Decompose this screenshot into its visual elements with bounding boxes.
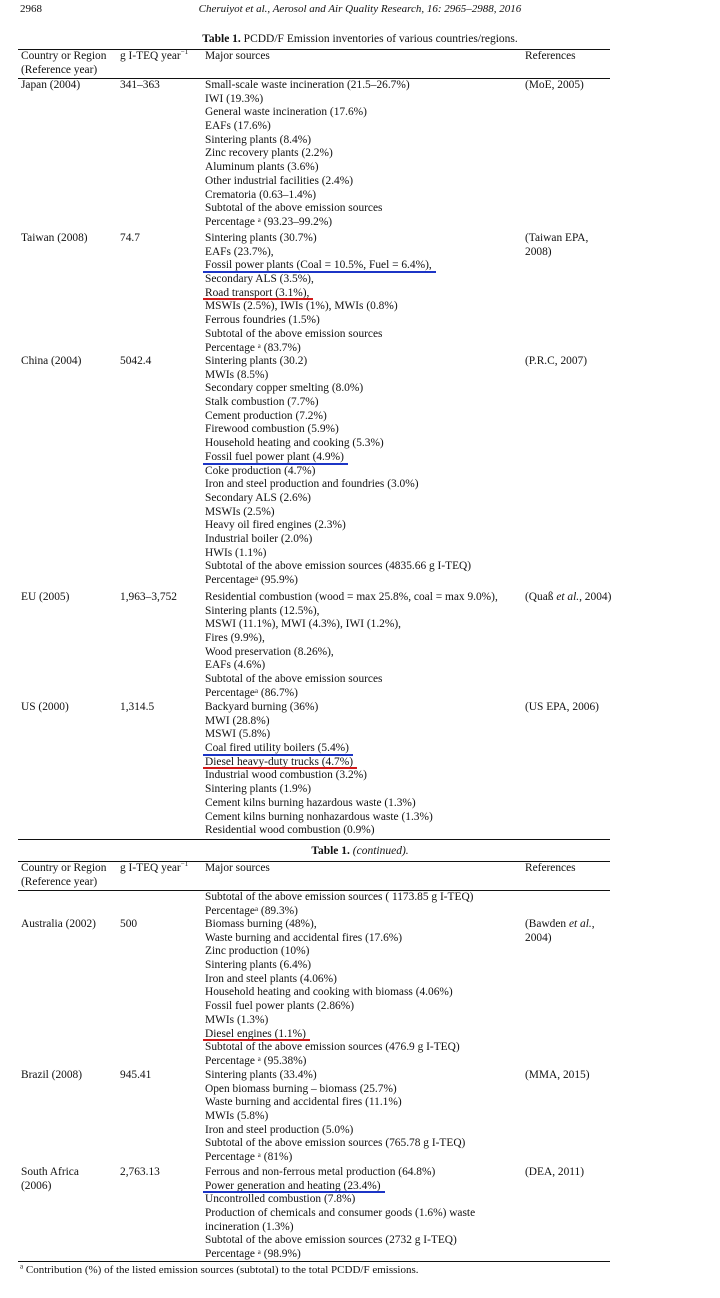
source-line: IWI (19.3%): [205, 92, 264, 105]
running-title: Cheruiyot et al., Aerosol and Air Quality Research, 16: 2965–2988, 2016: [198, 3, 522, 15]
source-line: Secondary ALS (2.6%): [205, 491, 311, 504]
country-name: South Africa: [21, 1166, 79, 1178]
source-line: [205, 259, 523, 273]
source-line: Subtotal of the above emission sources (765.78 g I-TEQ): [205, 1137, 466, 1150]
source-line: Sintering plants (1.9%): [205, 783, 311, 796]
row-ref: (MMA, 2015): [525, 1069, 590, 1081]
source-line: Other industrial facilities (2.4%): [205, 174, 354, 187]
source-line: Percentage ᵃ (95.38%): [205, 1054, 307, 1067]
source-line: Sintering plants (33.4%): [205, 1069, 317, 1081]
row-country: Australia (2002): [21, 918, 96, 930]
source-line: Sintering plants (6.4%): [205, 959, 311, 972]
source-line: Iron and steel production and foundries (3.0%): [205, 478, 419, 491]
row-sources: [205, 1166, 523, 1262]
row-teq: 945.41: [120, 1069, 152, 1081]
source-line: [205, 756, 523, 770]
source-line: Sintering plants (8.4%): [205, 133, 311, 146]
caption-label: Table 1.: [202, 33, 241, 45]
highlighted-source-blue: Power generation and heating (23.4%): [205, 1179, 381, 1192]
source-line: Ferrous and non-ferrous metal production (64.8%): [205, 1166, 436, 1178]
col-country-label: Country or Region: [21, 862, 107, 874]
row-ref: [525, 918, 615, 945]
source-line: Percentage ᵃ (83.7%): [205, 341, 301, 354]
country-year: (2006): [21, 1179, 52, 1192]
highlighted-source-blue: Coal fired utility boilers (5.4%): [205, 742, 349, 755]
col-header-sources: Major sources: [205, 50, 270, 62]
highlighted-source-blue: Fossil power plants (Coal = 10.5%, Fuel = 6.4%),: [205, 259, 432, 272]
col-header-refs: References: [525, 862, 576, 874]
source-line: Aluminum plants (3.6%): [205, 161, 319, 174]
source-line: MSWIs (2.5%): [205, 505, 275, 518]
source-line: Percentageᵃ (95.9%): [205, 574, 298, 586]
col-header-country: [21, 50, 106, 77]
ref-etal: et al.: [568, 918, 592, 930]
page-header: [0, 3, 720, 19]
source-line: Percentage ᵃ (81%): [205, 1151, 293, 1164]
table-top-rule: [18, 49, 610, 50]
source-line: Industrial boiler (2.0%): [205, 532, 313, 545]
source-line: Open biomass burning – biomass (25.7%): [205, 1082, 397, 1095]
source-line: Percentage ᵃ (93.23–99.2%): [205, 215, 333, 228]
row-sources: [205, 355, 523, 588]
col-country-label: Country or Region: [21, 50, 107, 62]
caption-text: PCDD/F Emission inventories of various countries/regions.: [240, 33, 518, 45]
source-line: Small-scale waste incineration (21.5–26.7%): [205, 79, 410, 91]
row-teq: 5042.4: [120, 355, 152, 367]
source-line: Subtotal of the above emission sources (4835.66 g I-TEQ): [205, 560, 472, 573]
row-sources: [205, 891, 523, 918]
highlighted-source-blue: Fossil fuel power plant (4.9%): [205, 450, 344, 463]
row-ref: (US EPA, 2006): [525, 701, 599, 713]
source-line: MWI (28.8%): [205, 714, 270, 727]
col-country-sub: (Reference year): [21, 875, 98, 888]
page-number: 2968: [20, 3, 42, 15]
source-line: Iron and steel plants (4.06%): [205, 972, 337, 985]
table-top-rule: [18, 861, 610, 862]
source-line: Industrial wood combustion (3.2%): [205, 769, 367, 782]
highlighted-source-red: Diesel heavy-duty trucks (4.7%): [205, 755, 354, 768]
row-teq: 1,963–3,752: [120, 591, 177, 603]
ref-text: , 2004): [579, 591, 612, 603]
source-line: Waste burning and accidental fires (11.1%): [205, 1096, 402, 1109]
source-line: Secondary ALS (3.5%),: [205, 273, 314, 286]
row-teq: 74.7: [120, 232, 140, 244]
source-line: HWIs (1.1%): [205, 546, 267, 559]
caption-label: Table 1.: [311, 845, 350, 857]
source-line: Subtotal of the above emission sources (476.9 g I-TEQ): [205, 1041, 460, 1054]
source-line: Percentageᵃ (86.7%): [205, 686, 298, 699]
source-line: [205, 742, 523, 756]
col-header-sources: Major sources: [205, 862, 270, 874]
row-country: [21, 1166, 79, 1193]
footnote-text: Contribution (%) of the listed emission sources (subtotal) to the total PCDD/F emissions.: [23, 1264, 419, 1276]
source-line: Residential combustion (wood = max 25.8%, coal = max 9.0%),: [205, 591, 498, 603]
source-line: Sintering plants (30.2): [205, 355, 308, 367]
row-teq: 2,763.13: [120, 1166, 160, 1178]
source-line: Uncontrolled combustion (7.8%): [205, 1193, 356, 1206]
row-country: Taiwan (2008): [21, 232, 88, 244]
source-line: General waste incineration (17.6%): [205, 106, 367, 119]
table-footnote: [20, 1264, 418, 1276]
source-line: Iron and steel production (5.0%): [205, 1123, 354, 1136]
table-bottom-rule: [18, 839, 610, 840]
col-teq-sup: −1: [180, 860, 189, 869]
source-line: Production of chemicals and consumer goods (1.6%) waste: [205, 1207, 476, 1220]
row-teq: 1,314.5: [120, 701, 155, 713]
ref-text: (Bawden: [525, 918, 569, 930]
source-line: Residential wood combustion (0.9%): [205, 824, 375, 837]
row-teq: 341–363: [120, 79, 160, 91]
source-line: Heavy oil fired engines (2.3%): [205, 519, 346, 532]
source-line: Stalk combustion (7.7%): [205, 396, 319, 409]
row-teq: 500: [120, 918, 138, 930]
source-line: Fossil fuel power plants (2.86%): [205, 1000, 355, 1013]
source-line: Sintering plants (12.5%),: [205, 604, 320, 617]
row-sources: [205, 79, 523, 230]
source-line: MWIs (5.8%): [205, 1110, 269, 1123]
source-line: Biomass burning (48%),: [205, 918, 317, 930]
row-country: Japan (2004): [21, 79, 81, 91]
source-line: EAFs (4.6%): [205, 659, 266, 672]
col-header-country: [21, 862, 106, 889]
col-header-teq: [120, 50, 188, 64]
source-line: Sintering plants (30.7%): [205, 232, 317, 244]
row-country: EU (2005): [21, 591, 70, 603]
source-line: Household heating and cooking with biomass (4.06%): [205, 986, 453, 999]
table-caption-continued: [0, 845, 720, 857]
caption-text: (continued).: [349, 845, 409, 857]
row-sources: [205, 591, 523, 701]
ref-etal: et al.: [556, 591, 580, 603]
source-line: Wood preservation (8.26%),: [205, 645, 334, 658]
table-bottom-rule: [18, 1261, 610, 1262]
row-country: US (2000): [21, 701, 69, 713]
source-line: Firewood combustion (5.9%): [205, 423, 339, 436]
table-caption: [0, 33, 720, 45]
source-line: MSWIs (2.5%), IWIs (1%), MWIs (0.8%): [205, 300, 398, 313]
source-line: MWIs (1.3%): [205, 1013, 269, 1026]
source-line: Percentage ᵃ (98.9%): [205, 1248, 301, 1261]
col-header-teq: [120, 862, 188, 876]
row-ref: (DEA, 2011): [525, 1166, 585, 1178]
source-line: Household heating and cooking (5.3%): [205, 437, 384, 450]
source-line: Zinc production (10%): [205, 945, 310, 958]
source-line: EAFs (17.6%): [205, 120, 271, 133]
source-line: EAFs (23.7%),: [205, 245, 274, 258]
row-sources: [205, 232, 523, 355]
source-line: Subtotal of the above emission sources: [205, 673, 383, 686]
source-line: [205, 1028, 523, 1042]
source-line: Subtotal of the above emission sources (2732 g I-TEQ): [205, 1234, 457, 1247]
col-header-refs: References: [525, 50, 576, 62]
col-teq-sup: −1: [180, 48, 189, 57]
row-country: Brazil (2008): [21, 1069, 83, 1081]
source-line: Subtotal of the above emission sources: [205, 327, 383, 340]
source-line: Crematoria (0.63–1.4%): [205, 188, 317, 201]
col-teq-label: g I-TEQ year: [120, 862, 181, 874]
source-line: MSWI (5.8%): [205, 728, 271, 741]
source-line: Subtotal of the above emission sources: [205, 202, 383, 215]
ref-text: (Quaß: [525, 591, 557, 603]
source-line: Subtotal of the above emission sources ( 1173.85 g I-TEQ): [205, 891, 474, 903]
source-line: [205, 287, 523, 301]
source-line: Cement kilns burning hazardous waste (1.3%): [205, 796, 416, 809]
row-country: China (2004): [21, 355, 82, 367]
source-line: MSWI (11.1%), MWI (4.3%), IWI (1.2%),: [205, 618, 402, 631]
source-line: Zinc recovery plants (2.2%): [205, 147, 333, 160]
source-line: [205, 451, 523, 465]
row-ref: (P.R.C, 2007): [525, 355, 588, 367]
source-line: incineration (1.3%): [205, 1220, 294, 1233]
row-sources: [205, 918, 523, 1069]
row-ref: [525, 591, 615, 605]
source-line: Ferrous foundries (1.5%): [205, 314, 320, 327]
row-ref: (MoE, 2005): [525, 79, 584, 91]
source-line: Fires (9.9%),: [205, 632, 265, 645]
source-line: Percentageᵃ (89.3%): [205, 904, 298, 917]
source-line: Secondary copper smelting (8.0%): [205, 382, 364, 395]
row-sources: [205, 701, 523, 838]
source-line: Coke production (4.7%): [205, 464, 316, 477]
row-ref: (Taiwan EPA, 2008): [525, 232, 589, 258]
highlighted-source-red: Road transport (3.1%),: [205, 286, 310, 299]
source-line: Waste burning and accidental fires (17.6%): [205, 931, 403, 944]
ref-text: , 2004): [525, 918, 595, 944]
source-line: Backyard burning (36%): [205, 701, 319, 713]
source-line: Cement production (7.2%): [205, 409, 327, 422]
source-line: MWIs (8.5%): [205, 368, 269, 381]
col-country-sub: (Reference year): [21, 63, 98, 76]
source-line: Cement kilns burning nonhazardous waste (1.3%): [205, 810, 433, 823]
row-sources: [205, 1069, 523, 1165]
highlighted-source-red: Diesel engines (1.1%): [205, 1027, 306, 1040]
col-teq-label: g I-TEQ year: [120, 50, 181, 62]
footnote-mark: a: [20, 1262, 24, 1271]
source-line: [205, 1180, 523, 1194]
